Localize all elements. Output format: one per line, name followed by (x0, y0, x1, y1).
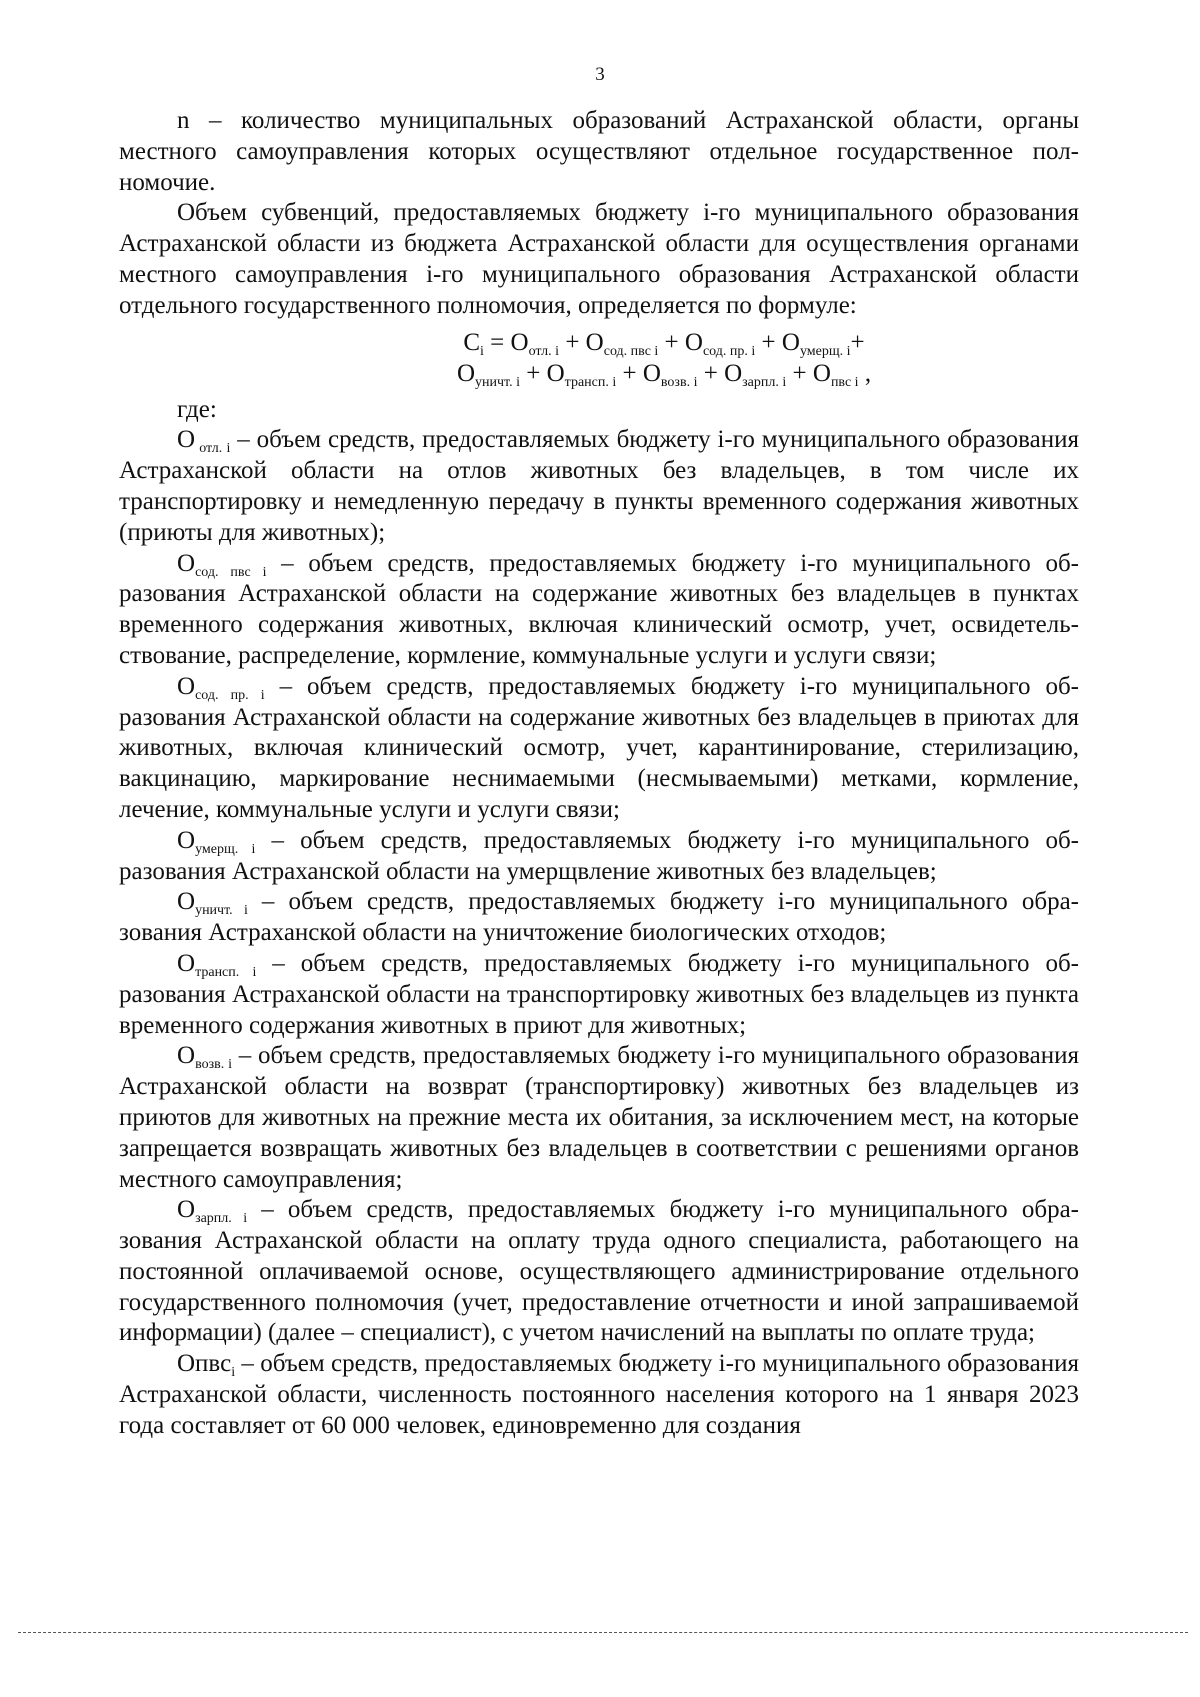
n-definition: n – количество муниципальных образований Астраханской области, органы местного самоуправления которых осуществляют отдельное государственное полномочие. (119, 107, 1079, 196)
def-symbol: O (177, 949, 196, 977)
formula-op: + (519, 359, 547, 387)
formula-term: O (585, 328, 604, 356)
def-subscript: i (231, 1365, 236, 1381)
formula-op: + (559, 328, 586, 356)
formula-term-sub: возв. i (660, 374, 698, 390)
bottom-scan-line (18, 1632, 1188, 1633)
definition-sod-pvs (119, 549, 1079, 672)
definition-sod-pr (119, 672, 1079, 826)
def-subscript: возв. i (195, 1057, 233, 1073)
formula-term-sub: пвс i (830, 374, 859, 390)
formula-term-sub: зарпл. i (742, 374, 787, 390)
formula-term: O (510, 328, 529, 356)
def-symbol: O (177, 549, 196, 577)
def-subscript: сод. пвс i (195, 564, 267, 580)
def-symbol: O (177, 826, 196, 854)
def-text: – объем средств, предоставляемых бюджету i-го муниципального образования Астраханской области на уничтожение биологических отходов; (119, 888, 1079, 947)
definition-pvs (119, 1349, 1079, 1441)
formula-op: + (786, 359, 813, 387)
definition-otl (119, 425, 1079, 548)
def-text: – объем средств, предоставляемых бюджету i-го муниципального образования Астраханской области на транспортировку животных без владельцев из пункта временного содержания животных в приют для животных; (119, 949, 1079, 1039)
definition-transp (119, 949, 1079, 1041)
def-subscript: зарпл. i (195, 1211, 248, 1227)
def-symbol: Oпвс (177, 1350, 232, 1378)
def-symbol: O (177, 1042, 196, 1070)
def-symbol: O (177, 672, 196, 700)
formula-op: , (858, 359, 872, 387)
definition-umersch (119, 826, 1079, 888)
document-body (119, 106, 1079, 1442)
formula-term-sub: трансп. i (564, 374, 617, 390)
formula-term: O (812, 359, 831, 387)
formula-term-sub: умерщ. i (799, 343, 851, 359)
def-text: – объем средств, предоставляемых бюджету i-го муниципального образования Астраханской области на возврат (транспортировку) животных без владельцев из приютов для животных на прежние места их обитания, за исключением мест, на которые запрещается возвращать животных без владельцев в соответствии с решениями органов местного самоуправления; (119, 1042, 1079, 1193)
def-subscript: сод. пр. i (195, 687, 265, 703)
formula-term-sub: уничт. i (475, 374, 520, 390)
formula-line-2 (249, 358, 1079, 389)
formula (119, 327, 1079, 389)
def-symbol: O (177, 1196, 196, 1224)
def-symbol: O (177, 888, 196, 916)
def-subscript: уничт. i (195, 903, 248, 919)
formula-line-1 (249, 327, 1079, 358)
def-text: – объем средств, предоставляемых бюджету i-го муниципального образования Астраханской области на содержание животных без владельцев в пунктах временного содержания животных, включая клинический осмотр, учет, освидетельствование, распределение, кормление, коммунальные услуги и услуги связи; (119, 549, 1079, 669)
formula-eq: = (483, 328, 511, 356)
def-text: – объем средств, предоставляемых бюджету i-го муниципального образования Астраханской области на умерщвление животных без владельцев; (119, 826, 1079, 885)
def-subscript: отл. i (195, 441, 231, 457)
def-text: – объем средств, предоставляемых бюджету i-го муниципального образования Астраханской области на отлов животных без владельцев, в том числе их транспортировку и немедленную передачу в пункты временного содержания животных (приюты для животных); (119, 426, 1079, 546)
formula-term: O (642, 359, 661, 387)
formula-lhs: C (463, 328, 481, 356)
formula-op: + (616, 359, 643, 387)
formula-term: O (781, 328, 800, 356)
formula-op: + (697, 359, 725, 387)
definition-vozv (119, 1041, 1079, 1195)
formula-term-sub: отл. i (528, 343, 560, 359)
formula-op: + (850, 328, 865, 356)
where-label: где: (177, 395, 217, 423)
formula-lhs-sub: i (480, 343, 484, 359)
page-number: 3 (595, 64, 605, 85)
def-symbol: O (177, 426, 196, 454)
definition-zarpl (119, 1195, 1079, 1349)
formula-term: O (684, 328, 703, 356)
formula-term: O (724, 359, 743, 387)
def-subscript: умерщ. i (195, 841, 256, 857)
def-subscript: трансп. i (195, 964, 257, 980)
formula-term-sub: сод. пвс i (603, 343, 659, 359)
formula-op: + (755, 328, 782, 356)
definition-unicht (119, 887, 1079, 949)
def-text: – объем средств, предоставляемых бюджету i-го муниципального образования Астраханской области, численность постоянного населения которого на 1 января 2023 года составляет от 60 000 человек, единовременно для создания (119, 1350, 1079, 1439)
def-text: – объем средств, предоставляемых бюджету i-го муниципального образования Астраханской области на содержание животных без владельцев в приютах для животных, включая клинический осмотр, учет, карантинирование, стерилизацию, вакцинацию, маркирование неснимаемыми (несмываемыми) метками, кормление, лечение, коммунальные услуги и услуги связи; (119, 672, 1079, 823)
formula-term: O (546, 359, 565, 387)
formula-op: + (658, 328, 685, 356)
subvention-volume-text: Объем субвенций, предоставляемых бюджету i-го муниципального образования Астраханской области из бюджета Астраханской области для осуществления органами местного самоуправления i-го муниципального образования Астраханской области отдельного государственного полномочия, определяется по формуле: (119, 199, 1079, 319)
formula-term-sub: сод. пр. i (702, 343, 756, 359)
formula-term: O (456, 359, 475, 387)
def-text: – объем средств, предоставляемых бюджету i-го муниципального образования Астраханской области на оплату труда одного специалиста, работающего на постоянной оплачиваемой основе, осуществляющего администрирование отдельного государственного полномочия (учет, предоставление отчетности и иной запрашиваемой информации) (далее – специалист), с учетом начислений на выплаты по оплате труда; (119, 1196, 1079, 1347)
